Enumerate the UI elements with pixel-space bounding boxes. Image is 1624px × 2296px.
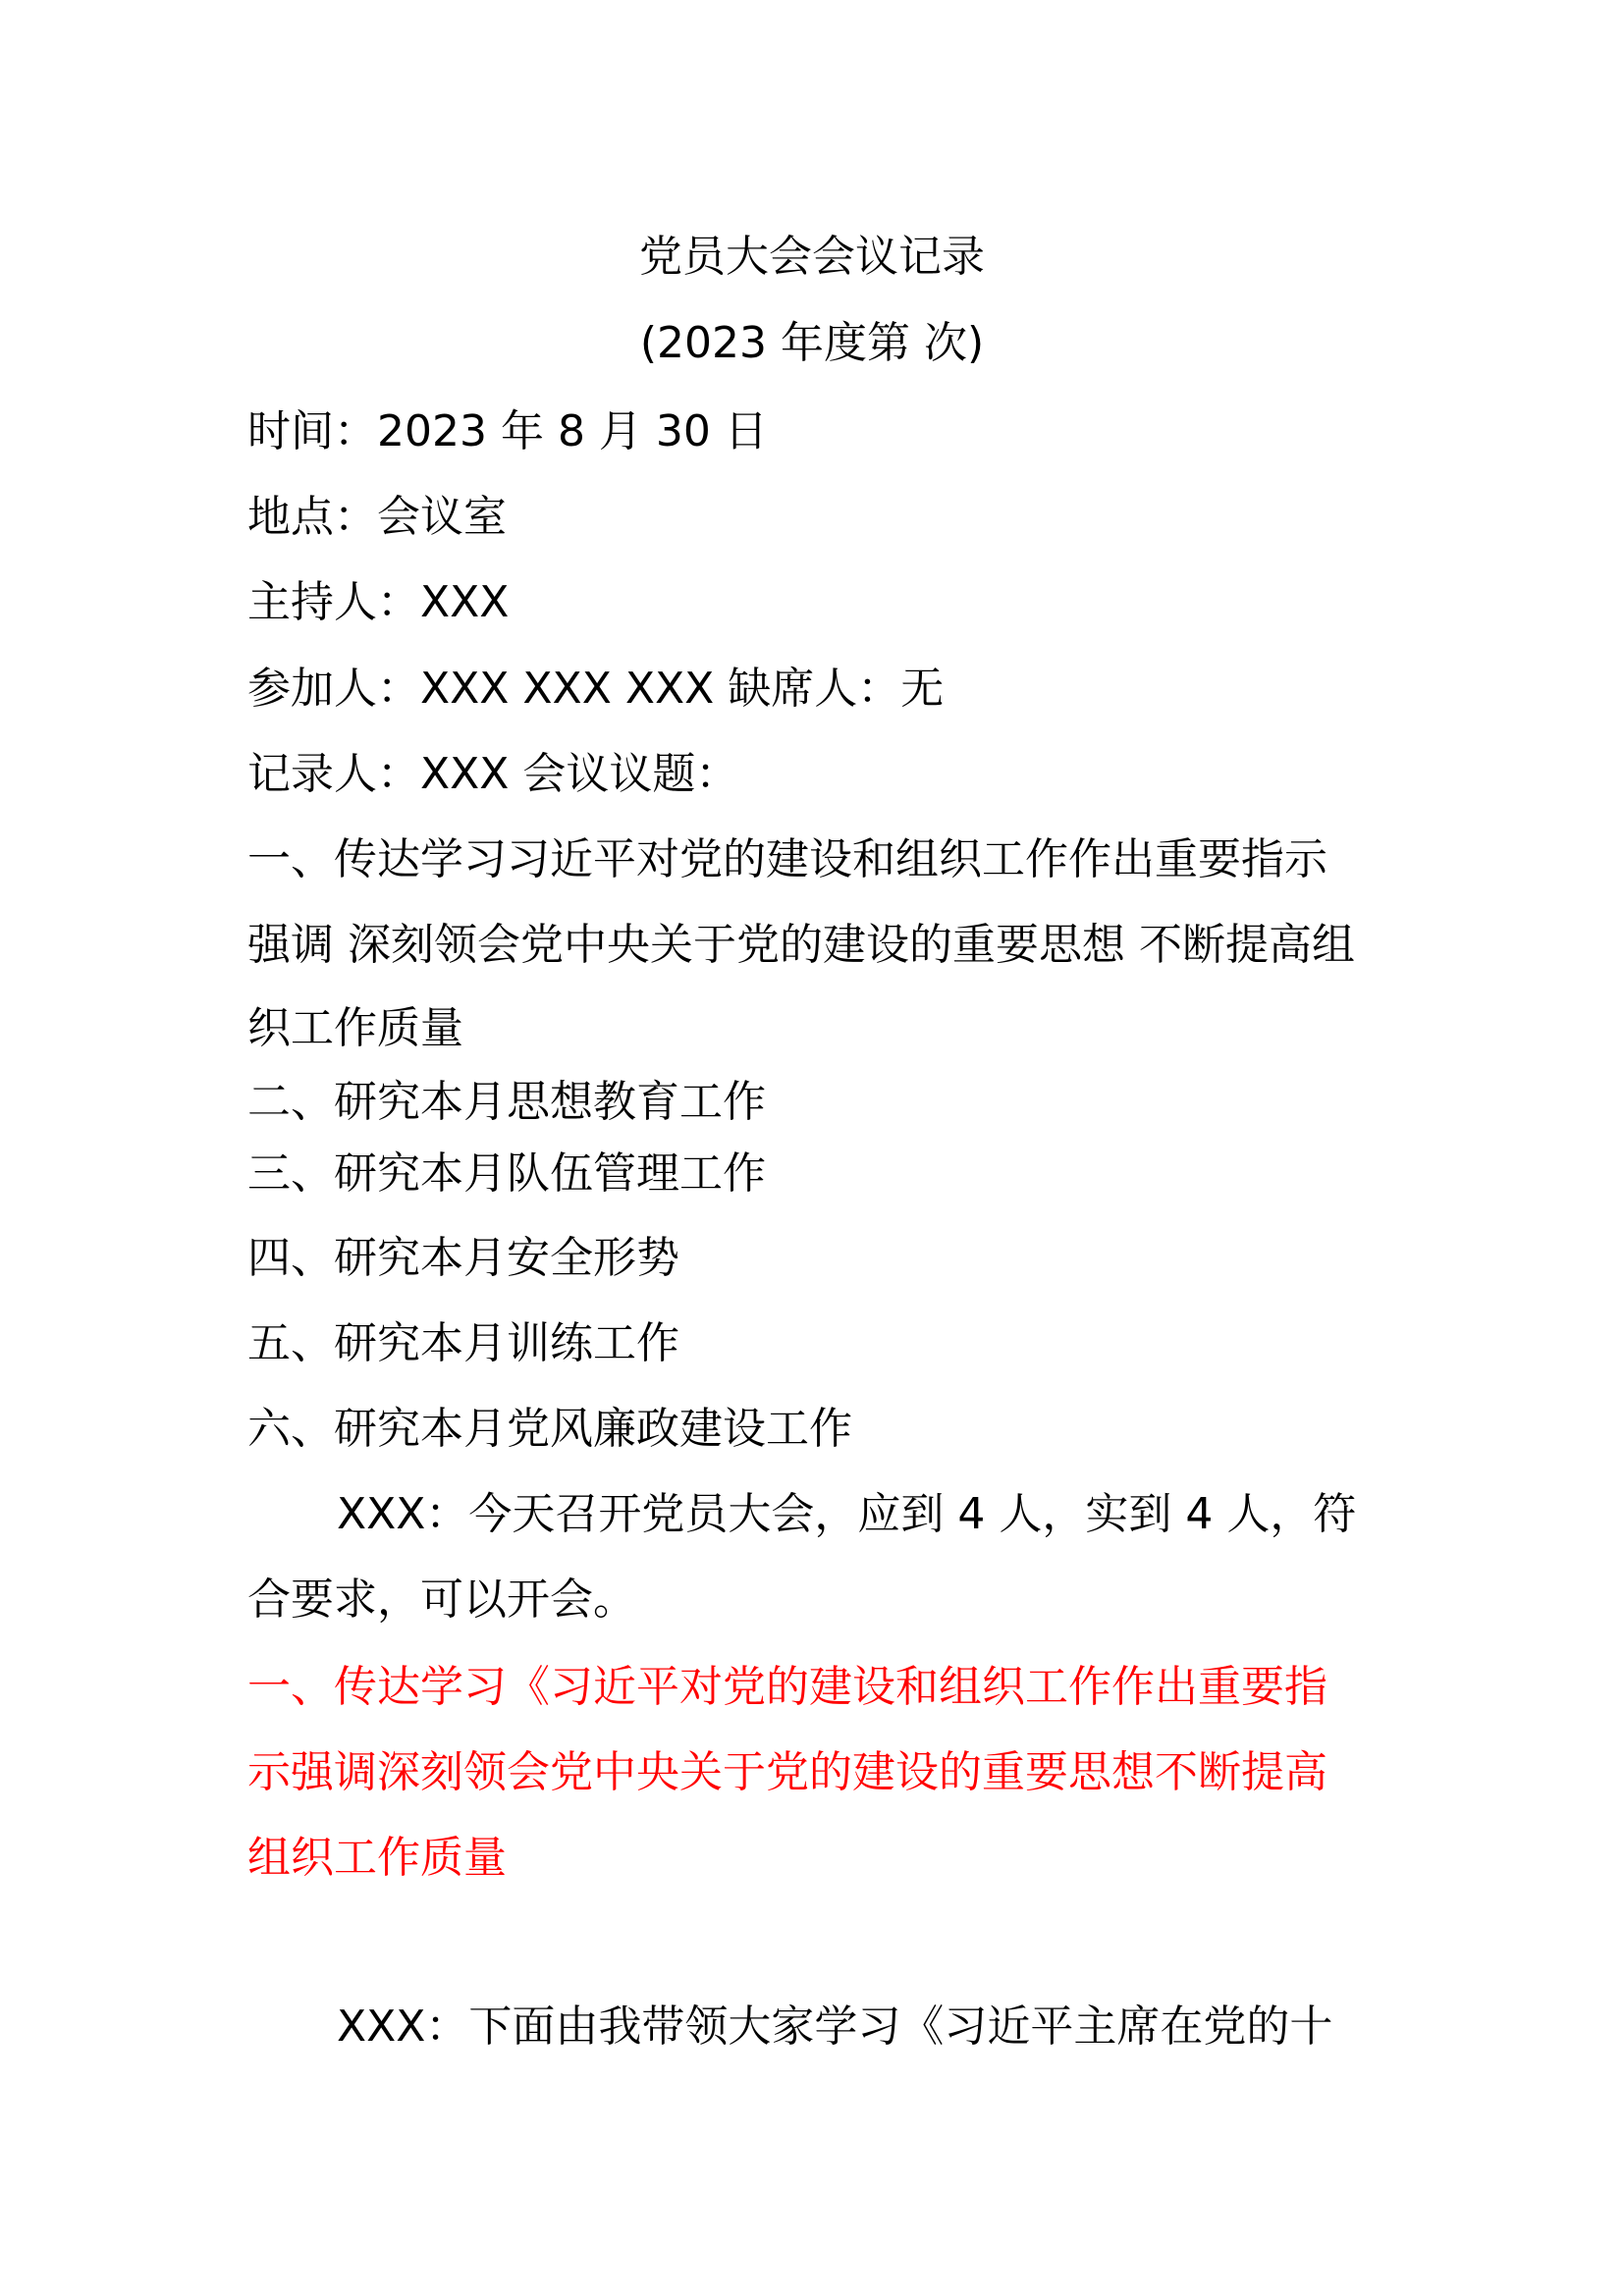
agenda-item-1-line-2: 强调 深刻领会党中央关于党的建设的重要思想 不断提高组 [247, 920, 1355, 970]
opening-paragraph-line-1: XXX：今天召开党员大会，应到 4 人，实到 4 人，符 [337, 1489, 1357, 1539]
meeting-recorder: 记录人：XXX 会议议题： [247, 749, 739, 799]
meeting-attendees: 参加人：XXX XXX XXX 缺席人：无 [247, 664, 945, 714]
agenda-item-5: 五、研究本月训练工作 [247, 1318, 679, 1368]
meeting-place: 地点：会议室 [247, 492, 507, 542]
section-1-heading-line-1: 一、传达学习《习近平对党的建设和组织工作作出重要指 [247, 1662, 1327, 1712]
section-1-heading-line-2: 示强调深刻领会党中央关于党的建设的重要思想不断提高 [247, 1747, 1327, 1797]
section-1-heading-line-3: 组织工作质量 [247, 1833, 507, 1883]
agenda-item-4: 四、研究本月安全形势 [247, 1233, 679, 1283]
meeting-time: 时间：2023 年 8 月 30 日 [247, 406, 768, 456]
agenda-item-6: 六、研究本月党风廉政建设工作 [247, 1404, 852, 1454]
body-paragraph-line-1: XXX：下面由我带领大家学习《习近平主席在党的十 [337, 2002, 1333, 2052]
document-subtitle: (2023 年度第 次) [639, 318, 985, 368]
agenda-item-2: 二、研究本月思想教育工作 [247, 1077, 766, 1127]
agenda-item-3: 三、研究本月队伍管理工作 [247, 1148, 766, 1199]
agenda-item-1-line-1: 一、传达学习习近平对党的建设和组织工作作出重要指示 [247, 834, 1327, 884]
document-title: 党员大会会议记录 [639, 232, 985, 282]
agenda-item-1-line-3: 织工作质量 [247, 1003, 463, 1053]
opening-paragraph-line-2: 合要求，可以开会。 [247, 1575, 636, 1625]
meeting-host: 主持人：XXX [247, 577, 510, 627]
